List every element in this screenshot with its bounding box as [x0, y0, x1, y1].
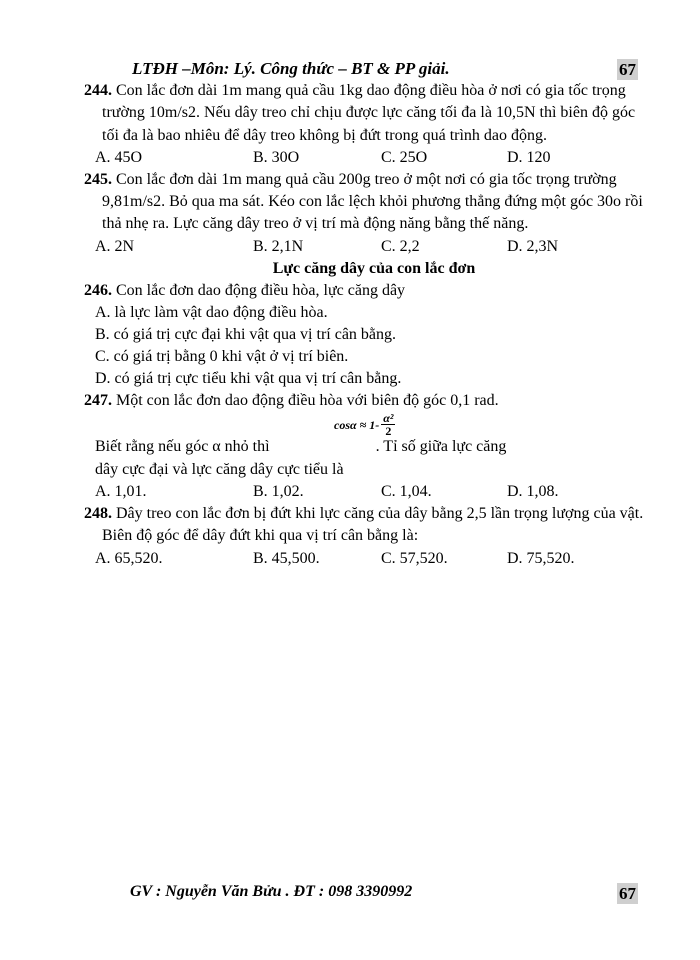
- question-number: 245.: [84, 170, 112, 188]
- option-c: C. có giá trị bằng 0 khi vật ở vị trí biên.: [95, 348, 349, 366]
- section-title: Lực căng dây của con lắc đơn: [272, 259, 476, 277]
- option-d: D. 2,3N: [507, 237, 559, 255]
- option-c: C. 25O: [381, 148, 428, 166]
- formula-lhs: cosα ≈ 1-: [334, 418, 380, 433]
- question-text-cont3: dây cực đại và lực căng dây cực tiểu là: [95, 460, 344, 478]
- header-page-number: 67: [619, 60, 636, 79]
- question-245: [84, 169, 644, 258]
- question-text: Con lắc đơn dao động điều hòa, lực căng dây: [116, 281, 406, 299]
- option-d: D. 75,520.: [507, 549, 575, 567]
- formula-numerator: α²: [383, 411, 394, 426]
- question-246: [84, 280, 644, 390]
- page-header: [0, 59, 700, 81]
- footer-text: GV : Nguyễn Văn Bửu . ĐT : 098 3390992: [130, 883, 413, 900]
- question-number: 244.: [84, 82, 112, 99]
- option-a: A. 65,520.: [95, 549, 163, 567]
- formula-fraction: [381, 412, 395, 438]
- formula-denominator: 2: [385, 424, 392, 439]
- answer-options: [84, 481, 644, 503]
- question-text: Dây treo con lắc đơn bị đứt khi lực căng của dây bằng 2,5 lần trọng lượng của vật. Biên độ góc để dây đứt khi qua vị trí cân bằng là:: [102, 504, 644, 545]
- option-a: A. là lực làm vật dao động điều hòa.: [95, 304, 328, 322]
- footer-page-number: 67: [619, 884, 636, 903]
- option-c: C. 1,04.: [381, 482, 432, 500]
- option-b: B. có giá trị cực đại khi vật qua vị trí cân bằng.: [95, 326, 397, 344]
- option-c: C. 57,520.: [381, 549, 448, 567]
- option-a: A. 1,01.: [95, 482, 147, 500]
- question-text: Con lắc đơn dài 1m mang quả cầu 1kg dao động điều hòa ở nơi có gia tốc trọng trường 10m/s2. Nếu dây treo chỉ chịu được lực căng tối đa là 10,5N thì biên độ góc tối đa là bao nhiêu để dây treo không bị đứt trong quá trình dao động.: [102, 82, 636, 144]
- option-a: A. 2N: [95, 237, 135, 255]
- option-b: B. 45,500.: [253, 549, 320, 567]
- question-text: Con lắc đơn dài 1m mang quả cầu 200g treo ở một nơi có gia tốc trọng trường 9,81m/s2. Bỏ qua ma sát. Kéo con lắc lệch khỏi phương thẳng đứng một góc 30o rồi thả nhẹ ra. Lực căng dây treo ở vị trí mà động năng bằng thế năng.: [102, 170, 643, 233]
- question-number: 247.: [84, 392, 112, 410]
- question-text: Một con lắc đơn dao động điều hòa với biên độ góc 0,1 rad.: [116, 392, 499, 410]
- option-d: D. 120: [507, 148, 551, 166]
- header-title: LTĐH –Môn: Lý. Công thức – BT & PP giải.: [132, 59, 450, 78]
- question-text-cont: Biết rằng nếu góc α nhỏ thì: [95, 438, 270, 456]
- question-number: 248.: [84, 504, 112, 522]
- answer-options: [84, 548, 644, 570]
- question-number: 246.: [84, 281, 112, 299]
- answer-options: [84, 236, 644, 258]
- page-footer: [0, 883, 700, 905]
- option-b: B. 2,1N: [253, 237, 304, 255]
- option-c: C. 2,2: [381, 237, 420, 255]
- option-b: B. 1,02.: [253, 482, 304, 500]
- page-content: [84, 80, 644, 570]
- question-text-cont2: . Tỉ số giữa lực căng: [375, 438, 507, 456]
- question-244: [84, 80, 644, 169]
- option-b: B. 30O: [253, 148, 300, 166]
- option-d: D. 1,08.: [507, 482, 559, 500]
- option-a: A. 45O: [95, 148, 143, 166]
- question-247: [84, 390, 644, 503]
- formula: [334, 412, 395, 438]
- answer-options: [84, 147, 644, 169]
- question-248: [84, 503, 644, 570]
- option-d: D. có giá trị cực tiểu khi vật qua vị trí cân bằng.: [95, 370, 402, 388]
